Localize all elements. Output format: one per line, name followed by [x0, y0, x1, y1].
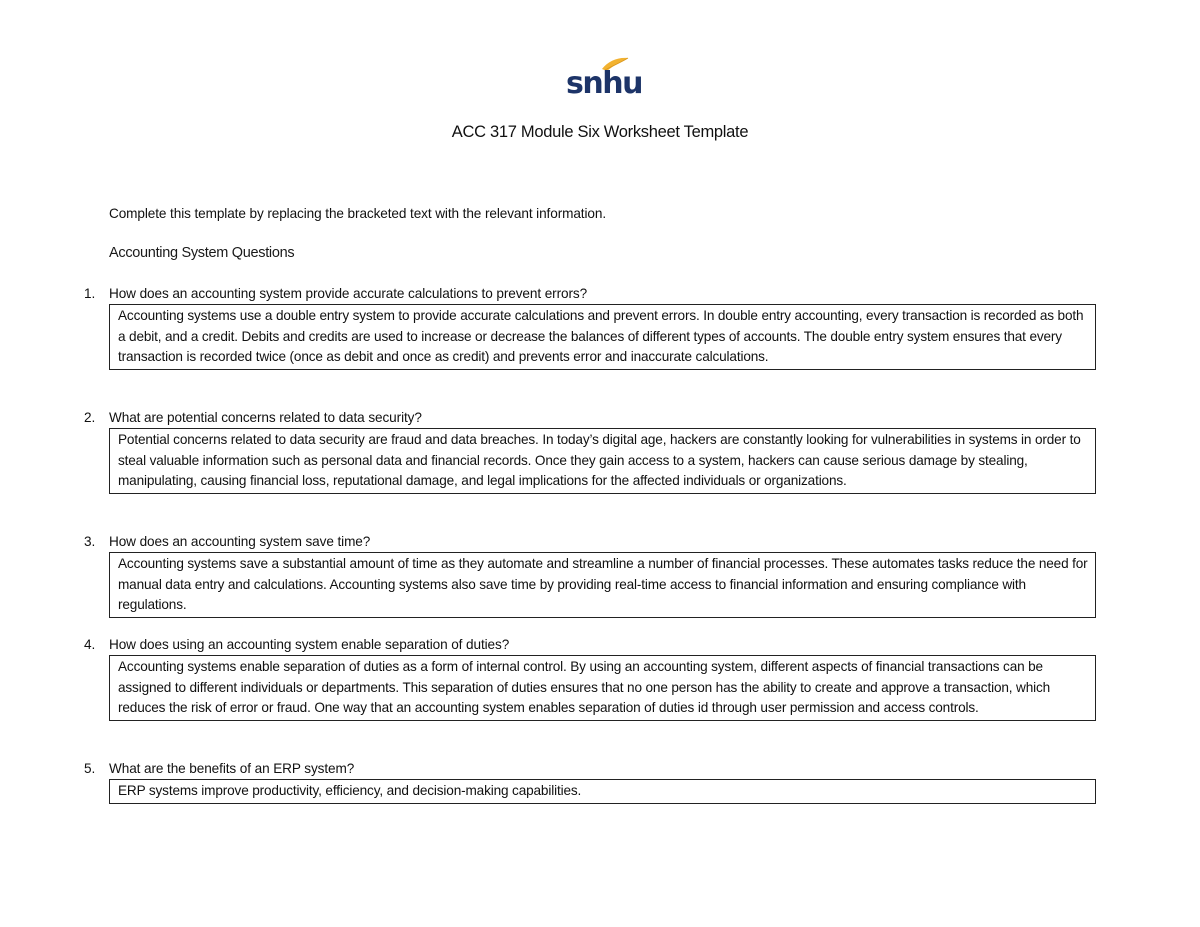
page-title: ACC 317 Module Six Worksheet Template	[451, 123, 749, 141]
question-number: 3.	[84, 534, 96, 549]
question-text: What are the benefits of an ERP system?	[109, 761, 355, 776]
question-number: 4.	[84, 637, 96, 652]
question-number: 5.	[84, 761, 96, 776]
answer-box[interactable]: ERP systems improve productivity, efficiency, and decision-making capabilities.	[109, 779, 1096, 804]
question-number: 2.	[84, 410, 96, 425]
question-text: How does using an accounting system enable separation of duties?	[109, 637, 510, 652]
snhu-logo	[562, 55, 642, 105]
question-text: How does an accounting system save time?	[109, 534, 371, 549]
answer-box[interactable]: Accounting systems enable separation of duties as a form of internal control. By using an accounting system, different aspects of financial transactions can be assigned to different individuals or departments. This separation of duties ensures that no one person has the ability to create and approve a transaction, which reduces the risk of error or fraud. One way that an accounting system enables separation of duties id through user permission and access controls.	[109, 655, 1096, 721]
question-text: How does an accounting system provide accurate calculations to prevent errors?	[109, 286, 588, 301]
answer-box[interactable]: Potential concerns related to data security are fraud and data breaches. In today’s digital age, hackers are constantly looking for vulnerabilities in systems in order to steal valuable information such as personal data and financial records. Once they gain access to a system, hackers can cause serious damage by stealing, manipulating, causing financial loss, reputational damage, and legal implications for the affected individuals or organizations.	[109, 428, 1096, 494]
answer-box[interactable]: Accounting systems save a substantial amount of time as they automate and streamline a number of financial processes. These automates tasks reduce the need for manual data entry and calculations. Accounting systems also save time by providing real-time access to financial information and ensuring compliance with regulations.	[109, 552, 1096, 618]
question-text: What are potential concerns related to data security?	[109, 410, 422, 425]
question-number: 1.	[84, 286, 96, 301]
section-heading: Accounting System Questions	[109, 245, 295, 261]
instructions-text: Complete this template by replacing the bracketed text with the relevant information.	[109, 206, 606, 221]
answer-box[interactable]: Accounting systems use a double entry system to provide accurate calculations and prevent errors. In double entry accounting, every transaction is recorded as both a debit, and a credit. Debits and credits are used to increase or decrease the balances of different types of accounts. The double entry system ensures that every transaction is recorded twice (once as debit and once as credit) and prevents error and inaccurate calculations.	[109, 304, 1096, 370]
logo-wordmark: snhu	[566, 66, 642, 101]
